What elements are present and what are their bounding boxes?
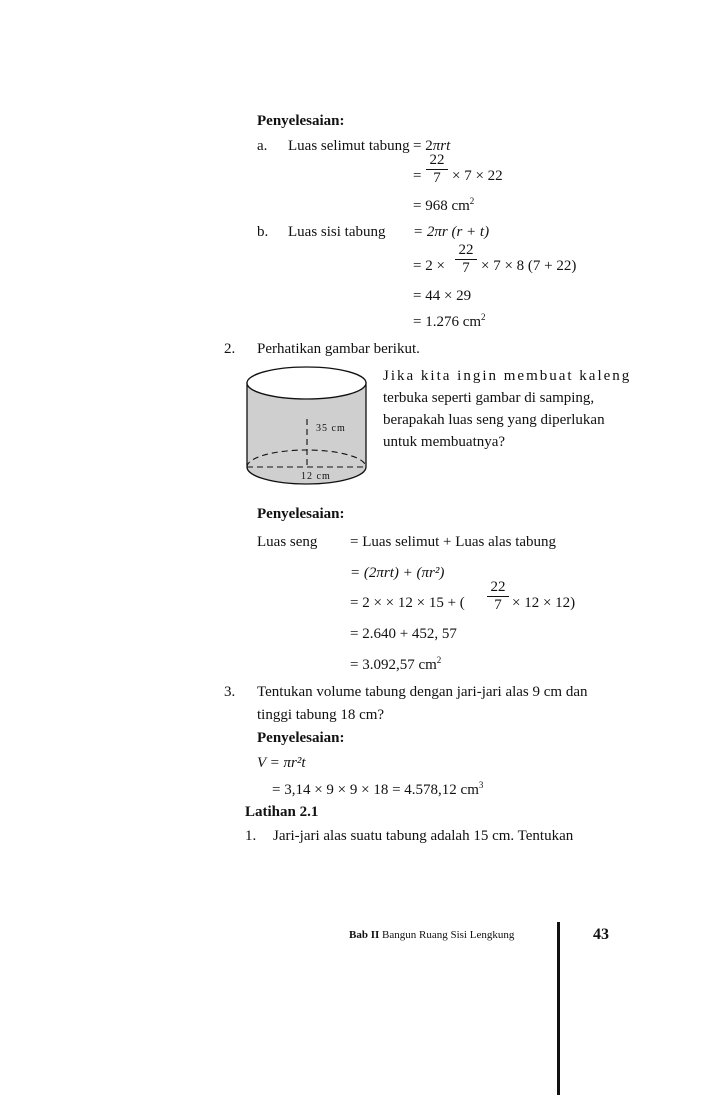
luas-seng-line5 <box>350 656 441 674</box>
item-a-marker: a. <box>257 138 268 154</box>
volume-result <box>272 781 483 799</box>
luas-seng-line3-rest: × 12 × 12) <box>512 595 576 611</box>
problem-2-number: 2. <box>224 341 236 357</box>
volume-formula: V = πr²t <box>257 755 306 771</box>
item-a-line2-rest: × 7 × 22 <box>452 168 503 184</box>
exercise-item-1-number: 1. <box>245 828 257 844</box>
fraction-denominator: 7 <box>433 170 441 186</box>
cylinder-figure <box>243 364 370 490</box>
solution-heading-2: Penyelesaian: <box>257 506 345 522</box>
footer-chapter <box>349 929 514 942</box>
problem-2-intro: Perhatikan gambar berikut. <box>257 341 420 357</box>
item-a-line1-vars: rt <box>440 138 451 154</box>
superscript-2: 2 <box>436 655 442 665</box>
luas-seng-line5-text: = 3.092,57 cm <box>350 657 437 673</box>
footer-chapter-bold: Bab II <box>349 929 380 941</box>
problem-2-desc-line-4: untuk membuatnya? <box>383 434 506 450</box>
footer-chapter-title: Bangun Ruang Sisi Lengkung <box>382 929 515 941</box>
superscript-2: 2 <box>469 196 475 206</box>
item-a-line3-text: = 968 cm <box>413 198 470 214</box>
item-a-label: Luas selimut tabung <box>288 138 410 154</box>
fraction-22-7-b <box>455 243 477 276</box>
item-b-line2-eq: = 2 × <box>413 258 445 274</box>
item-a-line2-eq: = <box>413 168 422 184</box>
problem-2-desc-line-3: berapakah luas seng yang diperlukan <box>383 412 605 428</box>
fraction-numerator: 22 <box>487 580 509 597</box>
item-b-line1: = 2πr (r + t) <box>413 224 490 240</box>
luas-seng-line1: = Luas selimut + Luas alas tabung <box>350 534 557 550</box>
luas-seng-label: Luas seng <box>257 534 318 550</box>
superscript-3: 3 <box>478 780 484 790</box>
fraction-22-7-a <box>426 153 448 186</box>
solution-heading-3: Penyelesaian: <box>257 730 345 746</box>
height-label: 35 cm <box>316 423 346 434</box>
item-b-label: Luas sisi tabung <box>288 224 386 240</box>
volume-result-text: = 3,14 × 9 × 9 × 18 = 4.578,12 cm <box>272 782 479 798</box>
fraction-numerator: 22 <box>426 153 448 170</box>
solution-heading-1: Penyelesaian: <box>257 113 345 129</box>
superscript-2: 2 <box>481 312 486 322</box>
problem-3-number: 3. <box>224 684 236 700</box>
item-b-marker: b. <box>257 224 269 240</box>
luas-seng-line2: = (2πrt) + (πr²) <box>350 565 445 581</box>
fraction-22-7-c <box>487 580 509 613</box>
fraction-denominator: 7 <box>494 597 502 613</box>
cylinder-top-ellipse <box>247 367 366 399</box>
page-number: 43 <box>593 926 609 943</box>
item-b-line4-text: = 1.276 cm <box>413 314 482 330</box>
item-a-line1-prefix: = 2 <box>413 138 433 154</box>
item-b-line3: = 44 × 29 <box>413 288 472 304</box>
diameter-label: 12 cm <box>301 471 331 482</box>
problem-3-text-line-2: tinggi tabung 18 cm? <box>257 707 385 723</box>
exercise-title: Latihan 2.1 <box>245 804 319 820</box>
exercise-item-1-text: Jari-jari alas suatu tabung adalah 15 cm. Tentukan <box>273 828 574 844</box>
item-b-line4 <box>413 313 486 331</box>
footer-vertical-rule <box>557 922 560 1095</box>
pi-symbol: π <box>432 138 441 154</box>
problem-2-desc-line-2: terbuka seperti gambar di samping, <box>383 390 595 406</box>
fraction-denominator: 7 <box>462 260 470 276</box>
fraction-numerator: 22 <box>455 243 477 260</box>
problem-2-desc-line-1: Jika kita ingin membuat kaleng <box>383 368 632 384</box>
item-a-line3 <box>413 197 474 215</box>
luas-seng-line3-prefix: = 2 × × 12 × 15 + ( <box>350 595 465 611</box>
item-b-line2-rest: × 7 × 8 (7 + 22) <box>481 258 577 274</box>
problem-3-text-line-1: Tentukan volume tabung dengan jari-jari alas 9 cm dan <box>257 684 588 700</box>
luas-seng-line4: = 2.640 + 452, 57 <box>350 626 457 642</box>
